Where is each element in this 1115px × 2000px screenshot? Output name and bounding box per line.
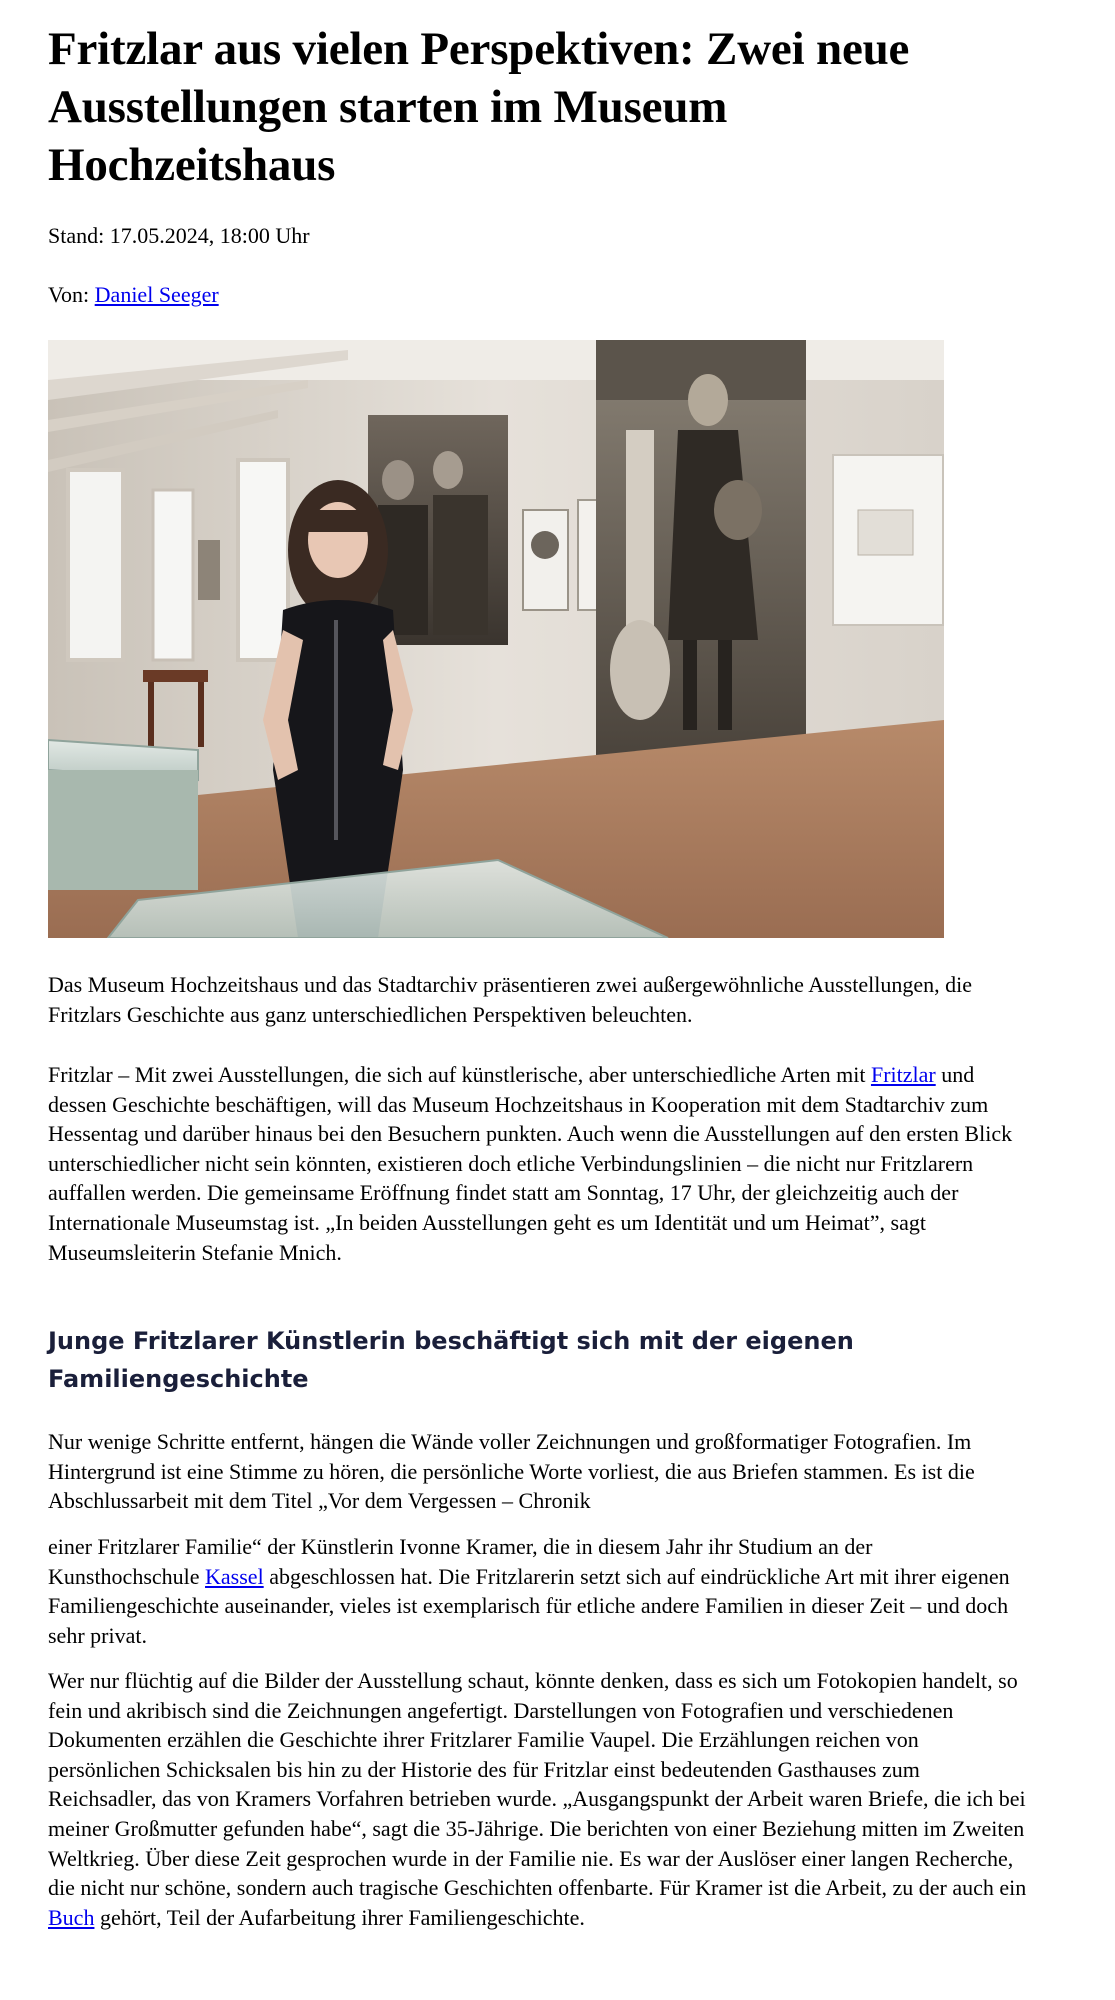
paragraph-2-text-c: abgeschlossen hat. Die Fritzlarerin setzt sich auf eindrückliche Art mit ihrer eigenen Familiengeschichte auseinander, vieles ist exemplarisch für etliche andere Familien in dieser Zeit – und doch sehr privat. [48,1563,1010,1648]
link-fritzlar[interactable]: Fritzlar [870,1062,936,1087]
paragraph-3-text-b: gehört, Teil der Aufarbeitung ihrer Familiengeschichte. [94,1904,585,1930]
paragraph-3-text-a: Wer nur flüchtig auf die Bilder der Ausstellung schaut, könnte denken, dass es sich um Fotokopien handelt, so fein und akribisch sind die Zeichnungen angefertigt. Darstellungen von Fotografien und verschiedenen Dokumenten erzählen die Geschichte ihrer Fritzlarer Familie Vaupel. Die Erzählungen reichen von persönlichen Schicksalen bis hin zu der Historie des für Fritzlar einst bedeutenden Gasthauses zum Reichsadler, das von Kramers Vorfahren betrieben wurde. „Ausgangspunkt der Arbeit waren Briefe, die ich bei meiner Großmutter gefunden habe“, sagt die 35-Jährige. Die berichten von einer Beziehung mitten im Zweiten Weltkrieg. Über diese Zeit gesprochen wurde in der Familie nie. Es war der Auslöser einer langen Recherche, die nicht nur schöne, sondern auch tragische Geschichten offenbarte. Für Kramer ist die Arbeit, zu der auch ein [48,1668,1027,1901]
paragraph-3 [48,1666,1028,1932]
paragraph-1 [48,1060,1028,1267]
article-headline: Fritzlar aus vielen Perspektiven: Zwei neue Ausstellungen starten im Museum Hochzeitshaus [48,23,910,191]
museum-exhibition-photo [48,340,944,938]
article-lead: Das Museum Hochzeitshaus und das Stadtarchiv präsentieren zwei außergewöhnliche Ausstellungen, die Fritzlars Geschichte aus ganz unterschiedlichen Perspektiven beleuchten. [48,972,972,1027]
paragraph-2-continued [48,1532,1028,1650]
paragraph-2: Nur wenige Schritte entfernt, hängen die Wände voller Zeichnungen und großformatiger Fotografien. Im Hintergrund ist eine Stimme zu hören, die persönliche Worte vorliest, die aus Briefen stammen. Es ist die Abschlussarbeit mit dem Titel „Vor dem Vergessen – Chronik [48,1429,975,1514]
byline-prefix: Von: [48,282,95,307]
article-photo [48,340,944,938]
article [48,0,1027,1930]
link-kassel[interactable]: Kassel [205,1563,264,1589]
paragraph-1-text-b: und dessen Geschichte beschäftigen, will das Museum Hochzeitshaus in Kooperation mit dem Stadtarchiv zum Hessentag und darüber hinaus bei den Besuchern punkten. Auch wenn die Ausstellungen auf den ersten Blick unterschiedlicher nicht sein könnten, existieren doch etliche Verbindungslinien – die nicht nur Fritzlarern auffallen werden. Die gemeinsame Eröffnung findet statt am Sonntag, 17 Uhr, der gleichzeitig auch der Internationale Museumstag ist. „In beiden Ausstellungen geht es um Identität und um Heimat”, sagt Museumsleiterin Stefanie Mnich. [48,1062,1013,1265]
publish-date: Stand: 17.05.2024, 18:00 Uhr [48,223,310,248]
section-heading: Junge Fritzlarer Künstlerin beschäftigt sich mit der eigenen Familiengeschichte [48,1327,854,1393]
author-link[interactable]: Daniel Seeger [94,282,219,307]
link-buch[interactable]: Buch [48,1904,95,1930]
paragraph-2-text-b: einer Fritzlarer Familie“ der Künstlerin Ivonne Kramer, die in diesem Jahr ihr Studium an der Kunsthochschule [48,1534,873,1589]
byline [48,281,219,309]
paragraph-1-text-a: Fritzlar – Mit zwei Ausstellungen, die sich auf künstlerische, aber unterschiedliche Arten mit [48,1062,871,1087]
